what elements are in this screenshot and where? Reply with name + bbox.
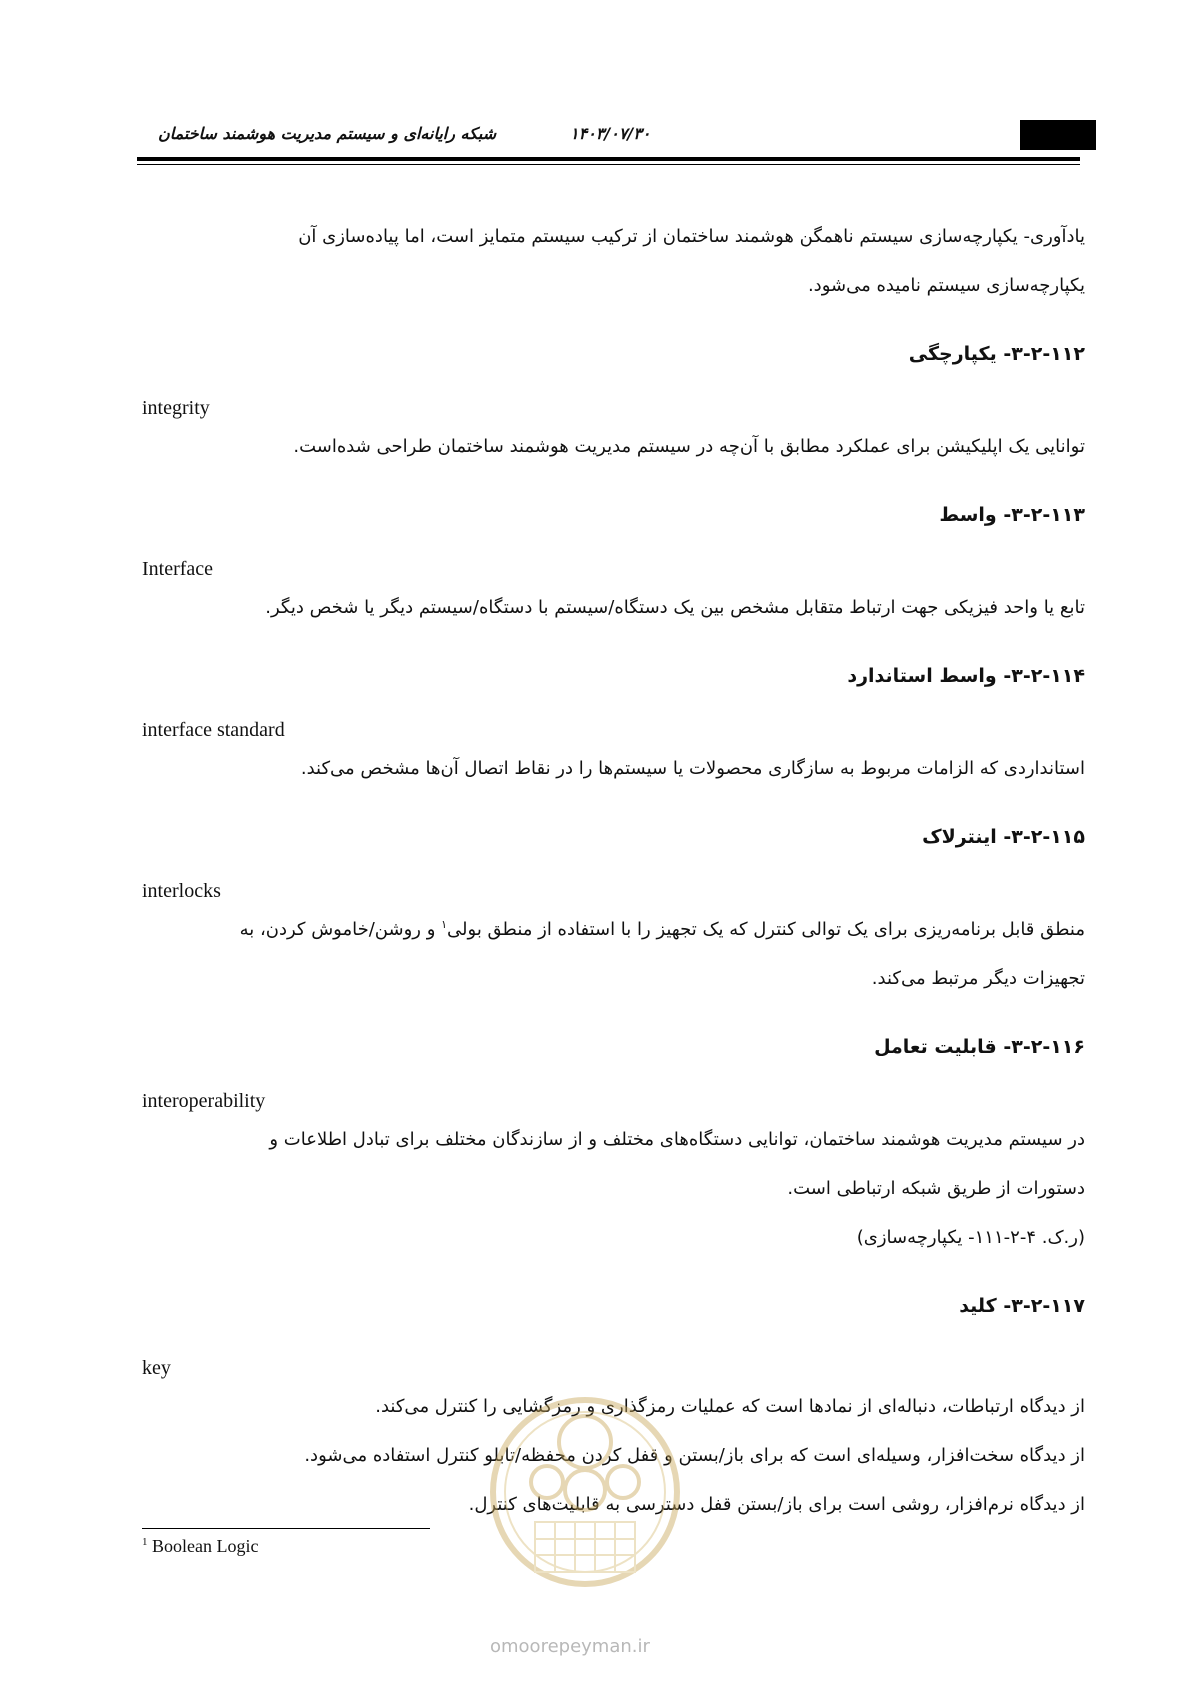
header-rule: [137, 157, 1080, 161]
term-english: interlocks: [142, 880, 221, 902]
footnote-reference: ۱: [441, 918, 448, 931]
term-definition: از دیدگاه نرم‌افزار، روشی است برای باز/بستن قفل دسترسی به قابلیت‌های کنترل.: [468, 1494, 1085, 1515]
term-definition: از دیدگاه سخت‌افزار، وسیله‌ای است که برای باز/بستن و قفل کردن محفظه/تابلو کنترل استفاده می‌شود.: [304, 1445, 1085, 1466]
term-english: interface standard: [142, 719, 285, 741]
cross-reference: (ر.ک. ۴-۲-۱۱۱- یکپارچه‌سازی): [856, 1227, 1085, 1248]
term-definition: از دیدگاه ارتباطات، دنباله‌ای از نمادها است که عملیات رمزگذاری و رمزگشایی را کنترل می‌کند.: [375, 1396, 1085, 1417]
term-english: Interface: [142, 558, 214, 580]
term-heading: ۳-۲-۱۱۲- یکپارچگی: [908, 343, 1085, 365]
header-title: شبکه رایانه‌ای و سیستم مدیریت هوشمند ساختمان: [158, 124, 497, 143]
term-english: key: [142, 1357, 171, 1379]
footnote: [142, 1536, 258, 1557]
term-definition: توانایی یک اپلیکیشن برای عملکرد مطابق با آن‌چه در سیستم مدیریت هوشمند ساختمان طراحی شده‌است.: [293, 436, 1085, 457]
term-heading: ۳-۲-۱۱۳- واسط: [939, 504, 1085, 526]
footnote-rule: [142, 1528, 430, 1529]
term-definition: استانداردی که الزامات مربوط به سازگاری محصولات یا سیستم‌ها را در نقاط اتصال آن‌ها مشخص می‌کند.: [300, 758, 1085, 779]
header-date: ۱۴۰۳/۰۷/۳۰: [570, 124, 651, 143]
document-body: [142, 212, 1085, 1529]
definition-text: منطق قابل برنامه‌ریزی برای یک توالی کنترل که یک تجهیز را با استفاده از منطق بولی: [447, 919, 1085, 940]
term-heading: ۳-۲-۱۱۵- اینترلاک: [922, 826, 1085, 848]
definition-text: و روشن/خاموش کردن، به: [239, 919, 442, 940]
header-rule-thin: [137, 164, 1080, 165]
footnote-text: Boolean Logic: [152, 1536, 259, 1556]
page-number-box: [1020, 120, 1096, 150]
watermark-seal-icon: [485, 1382, 685, 1612]
term-heading: ۳-۲-۱۱۷- کلید: [959, 1295, 1085, 1317]
term-definition: تابع یا واحد فیزیکی جهت ارتباط متقابل مشخص بین یک دستگاه/سیستم با دستگاه/سیستم دیگر یا شخص دیگر.: [265, 597, 1085, 618]
footnote-number: 1: [142, 1536, 148, 1548]
watermark-site: omoorepeyman.ir: [490, 1636, 650, 1657]
term-definition-continued: تجهیزات دیگر مرتبط می‌کند.: [871, 968, 1085, 989]
intro-line-2: یکپارچه‌سازی سیستم نامیده می‌شود.: [807, 275, 1085, 296]
term-heading: ۳-۲-۱۱۴- واسط استاندارد: [847, 665, 1085, 687]
term-english: interoperability: [142, 1090, 266, 1112]
term-english: integrity: [142, 397, 210, 419]
term-definition-continued: دستورات از طریق شبکه ارتباطی است.: [787, 1178, 1085, 1199]
intro-line-1: یادآوری- یکپارچه‌سازی سیستم ناهمگن هوشمند ساختمان از ترکیب سیستم متمایز است، اما پیاده‌سازی آن: [298, 226, 1085, 247]
term-definition: [142, 905, 1085, 954]
term-heading: ۳-۲-۱۱۶- قابلیت تعامل: [874, 1036, 1085, 1058]
term-definition: در سیستم مدیریت هوشمند ساختمان، توانایی دستگاه‌های مختلف و از سازندگان مختلف برای تبادل اطلاعات و: [269, 1129, 1085, 1150]
